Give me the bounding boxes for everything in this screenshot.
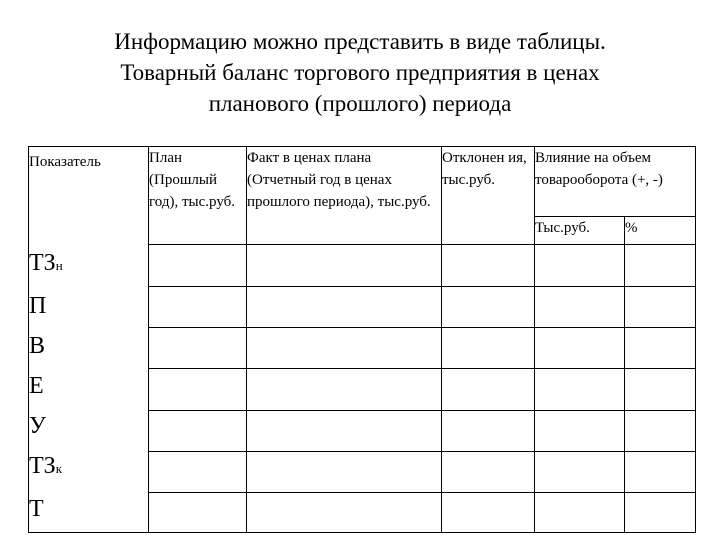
row-label-u: У: [29, 413, 46, 439]
row-label-v: В: [29, 333, 46, 359]
header-fact: Факт в ценах плана (Отчетный год в ценах прошлого периода), тыс.руб.: [247, 147, 442, 245]
row-label-p: П: [29, 293, 47, 319]
header-deviation: Отклонен ия, тыс.руб.: [442, 147, 535, 245]
header-influence-rub: Тыс.руб.: [535, 217, 625, 245]
data-cell-influence-pct: [625, 245, 696, 533]
data-cell-deviation: [442, 245, 535, 533]
header-indicator: Показатель: [29, 154, 101, 170]
data-cell-fact: [247, 245, 442, 533]
data-cell-influence-rub: [535, 245, 625, 533]
page-title: [0, 26, 720, 119]
title-line-2: Товарный баланс торгового предприятия в ценах: [120, 60, 600, 85]
header-influence: Влияние на объем товарооборота (+, -): [535, 147, 696, 217]
row-label-tzn: ТЗн: [29, 250, 63, 276]
title-line-3: планового (прошлого) периода: [208, 91, 512, 116]
indicator-column: [29, 147, 149, 533]
header-influence-pct: %: [625, 217, 696, 245]
row-label-e: Е: [29, 373, 44, 399]
trade-balance-table: [28, 146, 696, 533]
title-line-1: Информацию можно представить в виде таблицы.: [114, 29, 606, 54]
data-cell-plan: [149, 245, 247, 533]
row-labels: [29, 243, 148, 529]
row-label-tzk: ТЗк: [29, 453, 63, 479]
header-plan: План (Прошлый год), тыс.руб.: [149, 147, 247, 245]
row-label-t: Т: [29, 496, 44, 522]
